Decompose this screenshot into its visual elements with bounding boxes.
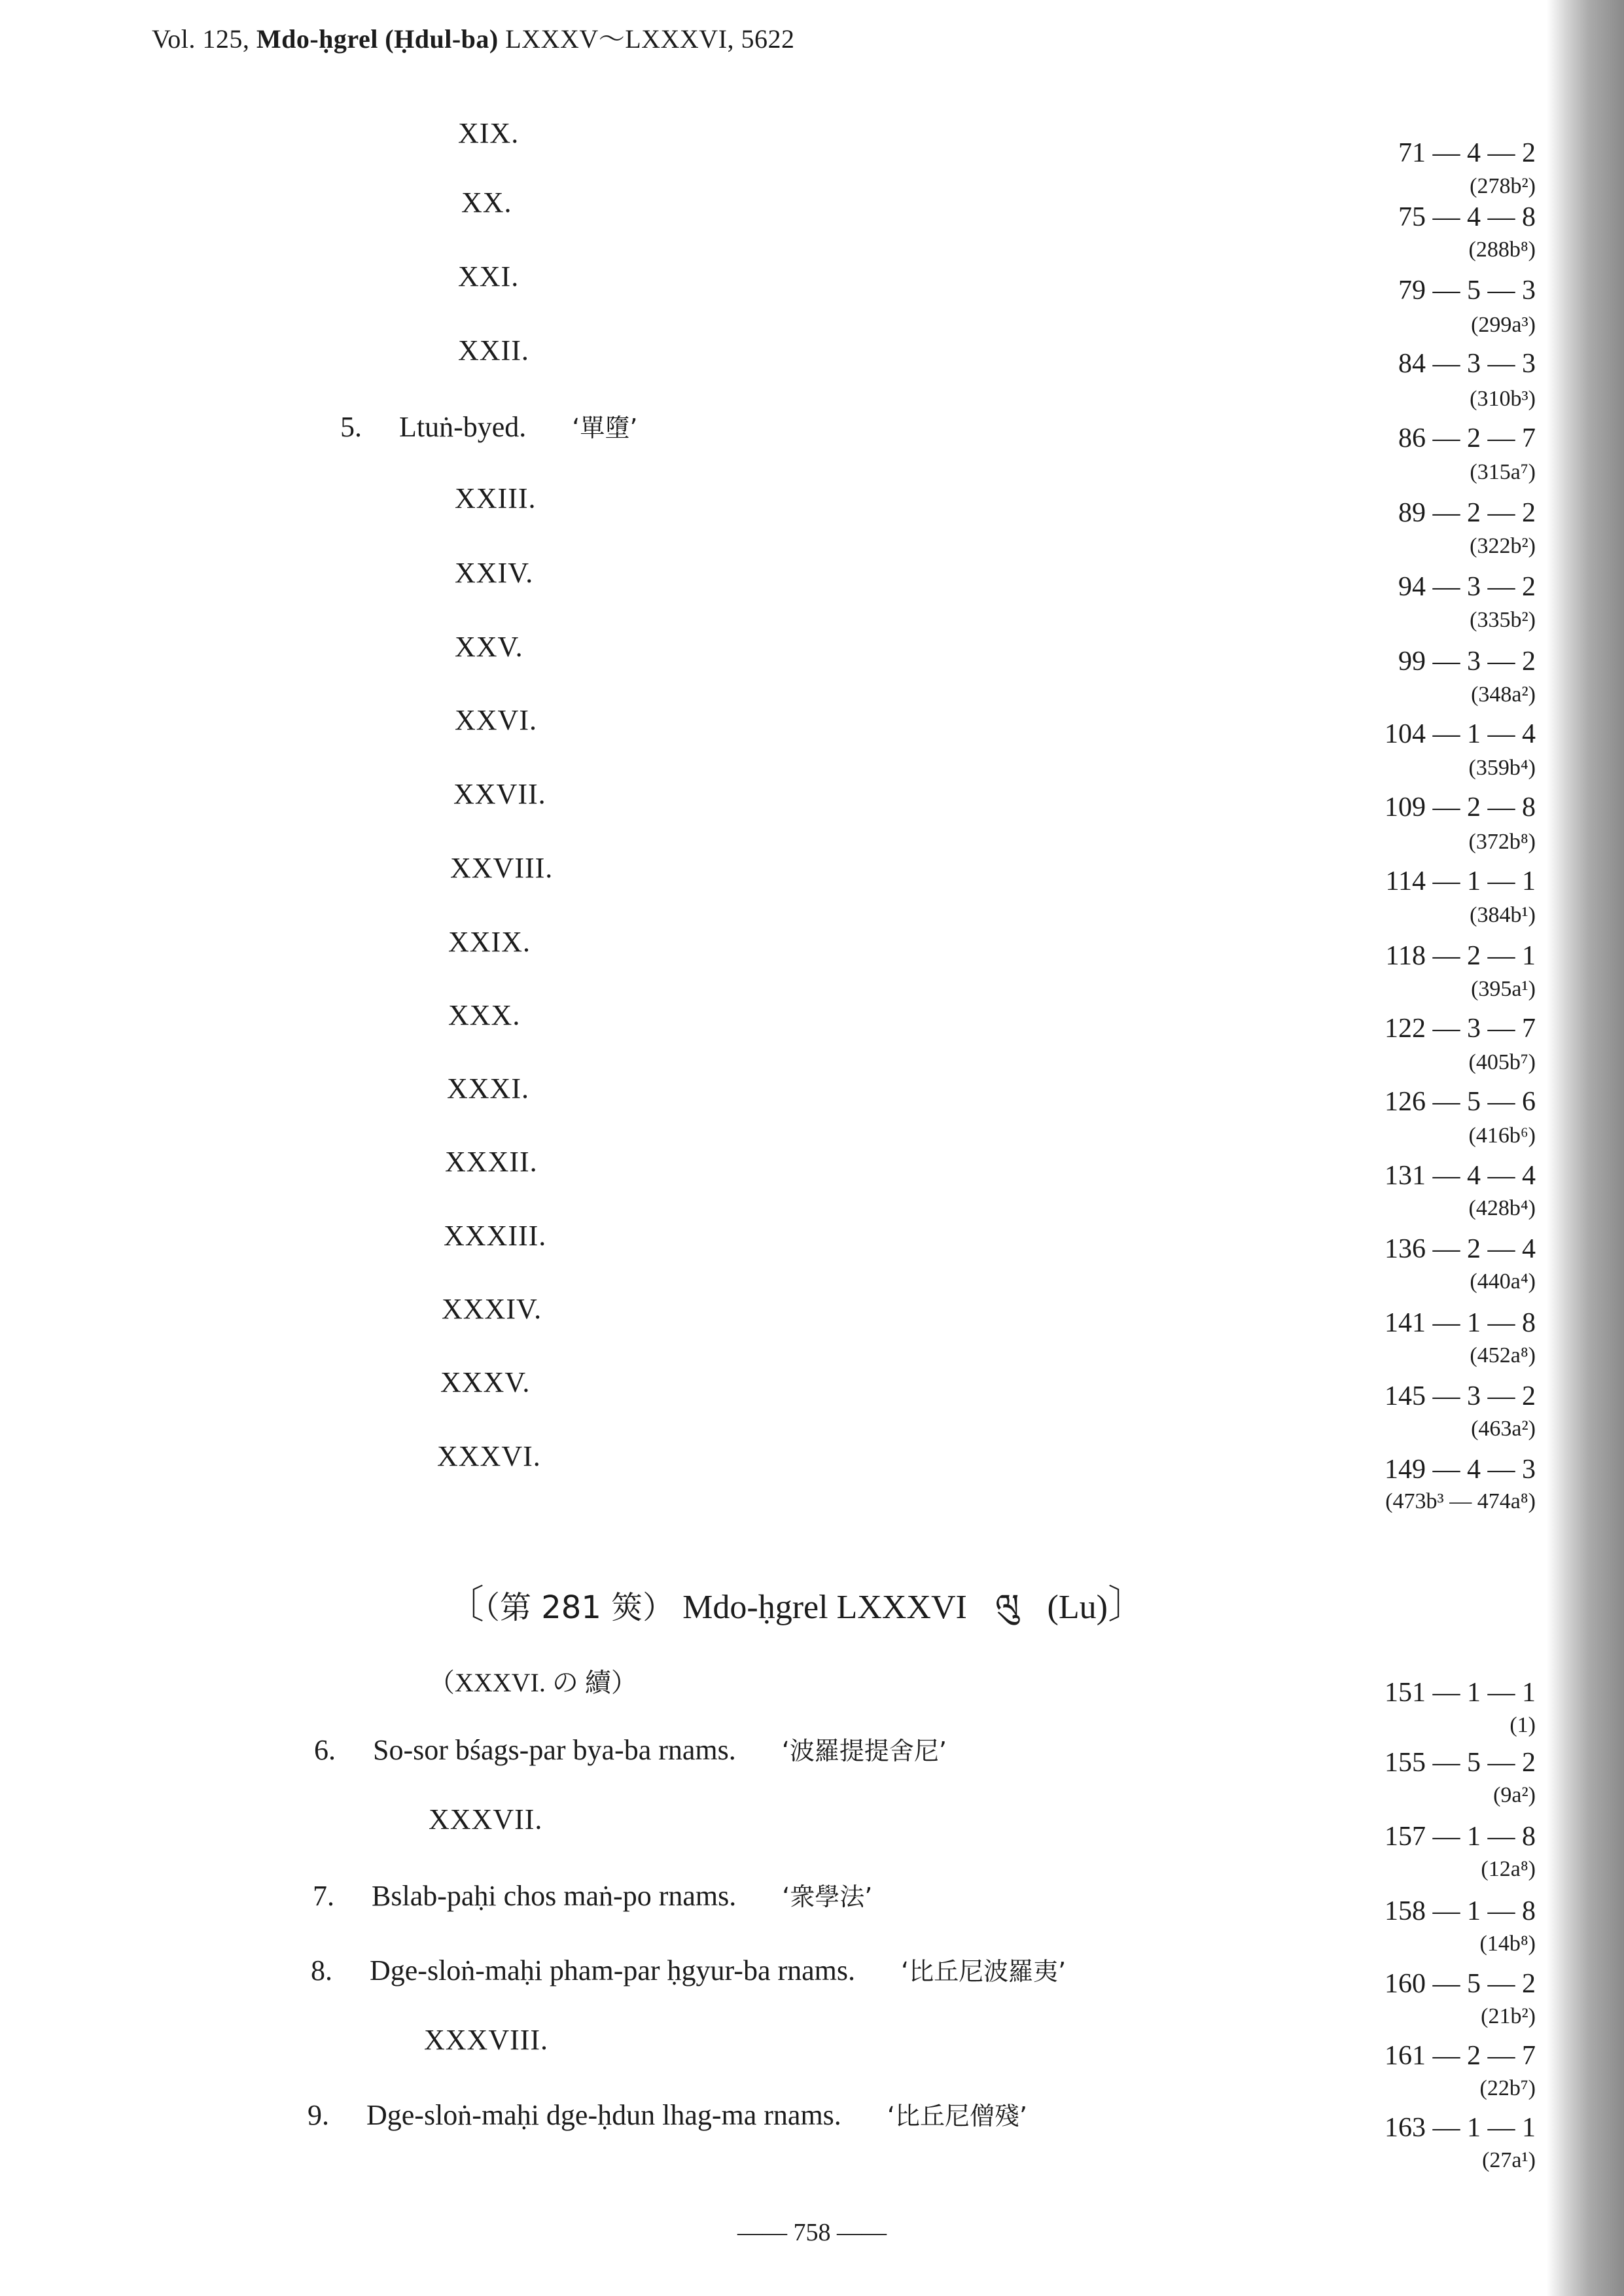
title-number: 7. xyxy=(313,1880,334,1912)
page-ref: (463a²) xyxy=(1471,1417,1536,1441)
page-ref: (473b³ — 474a⁸) xyxy=(1385,1489,1536,1513)
page-ref: (288b⁸) xyxy=(1468,238,1536,262)
section-volume: （第 281 筴） xyxy=(484,1589,675,1626)
section-lu: (Lu) xyxy=(1047,1589,1108,1626)
page-ref: (348a²) xyxy=(1471,682,1536,707)
folio-ref: 163 — 1 — 1 xyxy=(1385,2113,1536,2143)
title-entry xyxy=(314,1731,947,1767)
folio-ref: 71 — 4 — 2 xyxy=(1398,138,1536,168)
chapter-label: XX. xyxy=(461,186,512,219)
page-ref: (22b⁷) xyxy=(1479,2076,1536,2100)
header-volume: Vol. 125, xyxy=(152,24,250,54)
page-ref: (335b²) xyxy=(1470,608,1536,632)
title-name: Bslab-paḥi chos maṅ-po rnams. xyxy=(372,1880,737,1912)
chapter-label: XXXI. xyxy=(447,1072,529,1104)
folio-ref: 145 — 3 — 2 xyxy=(1385,1381,1536,1411)
page-ref: (299a³) xyxy=(1471,313,1536,337)
page-ref: (1) xyxy=(1509,1713,1536,1737)
folio-ref: 94 — 3 — 2 xyxy=(1398,572,1536,602)
chapter-label: XXXIII. xyxy=(444,1220,547,1252)
scan-edge-shadow xyxy=(1547,0,1624,2296)
chapter-label: XIX. xyxy=(458,117,520,149)
running-header xyxy=(152,18,795,56)
folio-ref: 157 — 1 — 8 xyxy=(1385,1822,1536,1852)
folio-ref: 86 — 2 — 7 xyxy=(1398,423,1536,453)
page-ref: (384b¹) xyxy=(1470,903,1536,927)
folio-ref: 136 — 2 — 4 xyxy=(1385,1234,1536,1264)
title-chinese: ‘單墮’ xyxy=(572,414,638,442)
page-ref: (416b⁶) xyxy=(1468,1123,1536,1148)
title-number: 6. xyxy=(314,1734,336,1766)
title-name: Dge-sloṅ-maḥi pham-par ḥgyur-ba rnams. xyxy=(370,1954,856,1987)
chapter-label: XXXVIII. xyxy=(424,2024,549,2056)
folio-ref: 122 — 3 — 7 xyxy=(1385,1014,1536,1044)
page-ref: (21b²) xyxy=(1481,2004,1536,2028)
folio-ref: 149 — 4 — 3 xyxy=(1385,1455,1536,1485)
page-ref: (452a⁸) xyxy=(1470,1343,1536,1368)
folio-ref: 79 — 5 — 3 xyxy=(1398,275,1536,306)
chapter-label: XXXIV. xyxy=(442,1293,542,1325)
section-bracket-close: 〕 xyxy=(1107,1583,1147,1627)
chapter-label: XXIX. xyxy=(448,926,531,958)
title-number: 9. xyxy=(308,2099,329,2131)
chapter-label: XXIV. xyxy=(455,557,534,589)
title-entry xyxy=(311,1951,1066,1987)
title-number: 8. xyxy=(311,1954,332,1987)
page-ref: (12a⁸) xyxy=(1481,1857,1536,1881)
folio-ref: 99 — 3 — 2 xyxy=(1398,646,1536,677)
page-ref: (278b²) xyxy=(1470,174,1536,198)
section-heading xyxy=(445,1569,1147,1665)
section-tibetan: ལུ xyxy=(995,1589,1019,1626)
folio-ref: 141 — 1 — 8 xyxy=(1385,1308,1536,1338)
section-title: Mdo-ḥgrel LXXXVI xyxy=(682,1589,967,1626)
title-name: Ltuṅ-byed. xyxy=(399,411,527,443)
title-entry xyxy=(308,2096,1027,2132)
title-number: 5. xyxy=(340,411,362,443)
folio-ref: 84 — 3 — 3 xyxy=(1398,349,1536,379)
page-ref: (14b⁸) xyxy=(1479,1932,1536,1956)
folio-ref: 155 — 5 — 2 xyxy=(1385,1748,1536,1778)
page-ref: (27a¹) xyxy=(1482,2148,1536,2172)
chapter-label: XXX. xyxy=(448,999,521,1031)
title-entry xyxy=(313,1877,872,1913)
folio-ref: 109 — 2 — 8 xyxy=(1385,792,1536,822)
folio-ref: 75 — 4 — 8 xyxy=(1398,202,1536,232)
folio-ref: 160 — 5 — 2 xyxy=(1385,1969,1536,1999)
title-chinese: ‘波羅提提舍尼’ xyxy=(781,1737,947,1765)
page-ref: (372b⁸) xyxy=(1468,830,1536,854)
title-name: So-sor bśags-par bya-ba rnams. xyxy=(373,1734,736,1766)
chapter-label: XXXII. xyxy=(445,1146,538,1178)
title-chinese: ‘衆學法’ xyxy=(782,1882,873,1911)
title-chinese: ‘比丘尼僧殘’ xyxy=(887,2102,1027,2130)
title-name: Dge-sloṅ-maḥi dge-ḥdun lhag-ma rnams. xyxy=(366,2099,841,2131)
chapter-label: XXVII. xyxy=(453,778,546,810)
page-ref: (359b⁴) xyxy=(1468,756,1536,780)
folio-ref: 126 — 5 — 6 xyxy=(1385,1087,1536,1117)
chapter-label: XXI. xyxy=(458,260,520,292)
section-bracket-open: 〔 xyxy=(445,1583,484,1627)
chapter-label: XXXV. xyxy=(440,1366,531,1398)
page-ref: (310b³) xyxy=(1470,387,1536,411)
folio-ref: 131 — 4 — 4 xyxy=(1385,1161,1536,1191)
folio-ref: 114 — 1 — 1 xyxy=(1385,866,1536,896)
chapter-label: XXIII. xyxy=(455,482,537,514)
folio-ref: 151 — 1 — 1 xyxy=(1385,1678,1536,1708)
chapter-label: XXV. xyxy=(455,631,523,663)
chapter-label: XXVI. xyxy=(455,704,537,736)
chapter-label: XXXVI. xyxy=(437,1440,541,1472)
folio-ref: 118 — 2 — 1 xyxy=(1385,941,1536,971)
chapter-label: XXVIII. xyxy=(450,852,554,884)
page-ref: (405b⁷) xyxy=(1468,1050,1536,1074)
continuation-note: （XXXVI. の 續） xyxy=(429,1668,637,1697)
page-ref: (9a²) xyxy=(1493,1783,1536,1807)
page-ref: (440a⁴) xyxy=(1470,1269,1536,1294)
page-number: —— 758 —— xyxy=(737,2219,887,2246)
folio-ref: 158 — 1 — 8 xyxy=(1385,1896,1536,1926)
page-ref: (315a⁷) xyxy=(1470,460,1536,484)
title-chinese: ‘比丘尼波羅夷’ xyxy=(901,1957,1067,1986)
title-entry xyxy=(340,408,637,444)
chapter-label: XXII. xyxy=(458,334,529,366)
folio-ref: 104 — 1 — 4 xyxy=(1385,719,1536,749)
page-ref: (428b⁴) xyxy=(1468,1196,1536,1220)
folio-ref: 89 — 2 — 2 xyxy=(1398,498,1536,528)
chapter-label: XXXVII. xyxy=(429,1803,543,1835)
folio-ref: 161 — 2 — 7 xyxy=(1385,2041,1536,2071)
header-title: Mdo-ḥgrel (Ḥdul-ba) xyxy=(256,24,499,54)
header-range: LXXXV～LXXXVI, 5622 xyxy=(505,24,795,54)
page-ref: (395a¹) xyxy=(1471,977,1536,1001)
page-ref: (322b²) xyxy=(1470,534,1536,558)
